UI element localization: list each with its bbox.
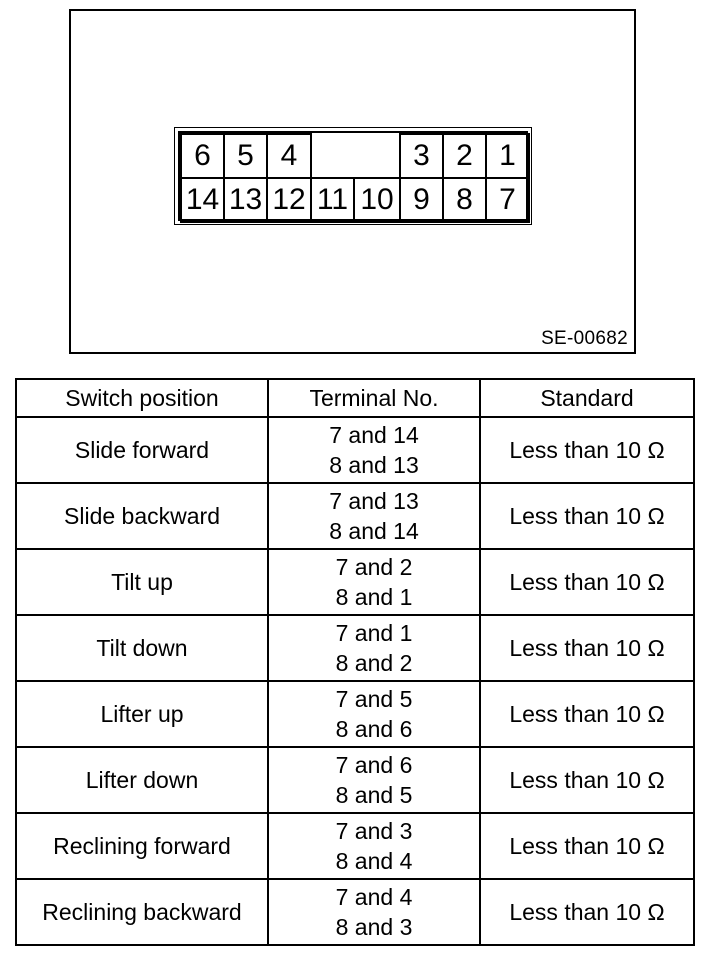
table-row: [16, 483, 694, 549]
terminal-10: 10: [353, 177, 401, 223]
header-terminal-no: Terminal No.: [268, 379, 480, 417]
terminal-cell: [268, 747, 480, 813]
terminal-pair: 8 and 5: [335, 782, 413, 808]
terminal-cell: [268, 879, 480, 945]
switch-position-cell: Lifter up: [16, 681, 268, 747]
terminal-2: 2: [442, 133, 487, 179]
terminal-4: 4: [266, 133, 312, 179]
standard-cell: Less than 10 Ω: [480, 483, 694, 549]
terminal-1: 1: [485, 133, 530, 179]
terminal-cell: [268, 417, 480, 483]
terminal-12: 12: [266, 177, 312, 223]
terminal-pair: 7 and 4: [335, 884, 413, 910]
standard-cell: Less than 10 Ω: [480, 747, 694, 813]
terminal-cell: [268, 483, 480, 549]
connector-body: [178, 131, 528, 221]
terminal-pair: 8 and 14: [329, 518, 419, 544]
standard-cell: Less than 10 Ω: [480, 879, 694, 945]
standard-cell: Less than 10 Ω: [480, 549, 694, 615]
terminal-cell: [268, 681, 480, 747]
header-switch-position: Switch position: [16, 379, 268, 417]
terminal-pair: 7 and 1: [335, 620, 413, 646]
switch-position-cell: Reclining forward: [16, 813, 268, 879]
header-standard: Standard: [480, 379, 694, 417]
terminal-pair: 7 and 5: [335, 686, 413, 712]
standard-cell: Less than 10 Ω: [480, 417, 694, 483]
terminal-pair: 8 and 1: [335, 584, 413, 610]
table-row: [16, 813, 694, 879]
standard-cell: Less than 10 Ω: [480, 615, 694, 681]
terminal-pair: 8 and 3: [335, 914, 413, 940]
terminal-14: 14: [180, 177, 225, 223]
terminal-pair: 8 and 13: [329, 452, 419, 478]
table-row: [16, 549, 694, 615]
table-header-row: [16, 379, 694, 417]
terminal-pair: 7 and 13: [329, 488, 419, 514]
standard-cell: Less than 10 Ω: [480, 681, 694, 747]
terminal-pair: 8 and 2: [335, 650, 413, 676]
terminal-7: 7: [485, 177, 530, 223]
terminal-3: 3: [399, 133, 444, 179]
table-row: [16, 879, 694, 945]
table-row: [16, 681, 694, 747]
terminal-11: 11: [310, 177, 355, 223]
switch-position-cell: Tilt down: [16, 615, 268, 681]
terminal-pair: 8 and 4: [335, 848, 413, 874]
terminal-5: 5: [223, 133, 268, 179]
terminal-9: 9: [399, 177, 444, 223]
switch-position-cell: Lifter down: [16, 747, 268, 813]
connector-outline: [174, 127, 532, 225]
switch-position-cell: Tilt up: [16, 549, 268, 615]
switch-position-cell: Slide backward: [16, 483, 268, 549]
table-row: [16, 747, 694, 813]
table-row: [16, 417, 694, 483]
terminal-cell: [268, 813, 480, 879]
terminal-13: 13: [223, 177, 268, 223]
terminal-6: 6: [180, 133, 225, 179]
table-row: [16, 615, 694, 681]
terminal-pair: 8 and 6: [335, 716, 413, 742]
terminal-pair: 7 and 2: [335, 554, 413, 580]
switch-position-cell: Reclining backward: [16, 879, 268, 945]
figure-code: SE-00682: [541, 328, 628, 349]
standard-cell: Less than 10 Ω: [480, 813, 694, 879]
terminal-cell: [268, 615, 480, 681]
switch-spec-table: [15, 378, 695, 946]
terminal-pair: 7 and 3: [335, 818, 413, 844]
terminal-cell: [268, 549, 480, 615]
connector-figure: [69, 9, 636, 354]
terminal-8: 8: [442, 177, 487, 223]
terminal-pair: 7 and 14: [329, 422, 419, 448]
terminal-pair: 7 and 6: [335, 752, 413, 778]
switch-position-cell: Slide forward: [16, 417, 268, 483]
